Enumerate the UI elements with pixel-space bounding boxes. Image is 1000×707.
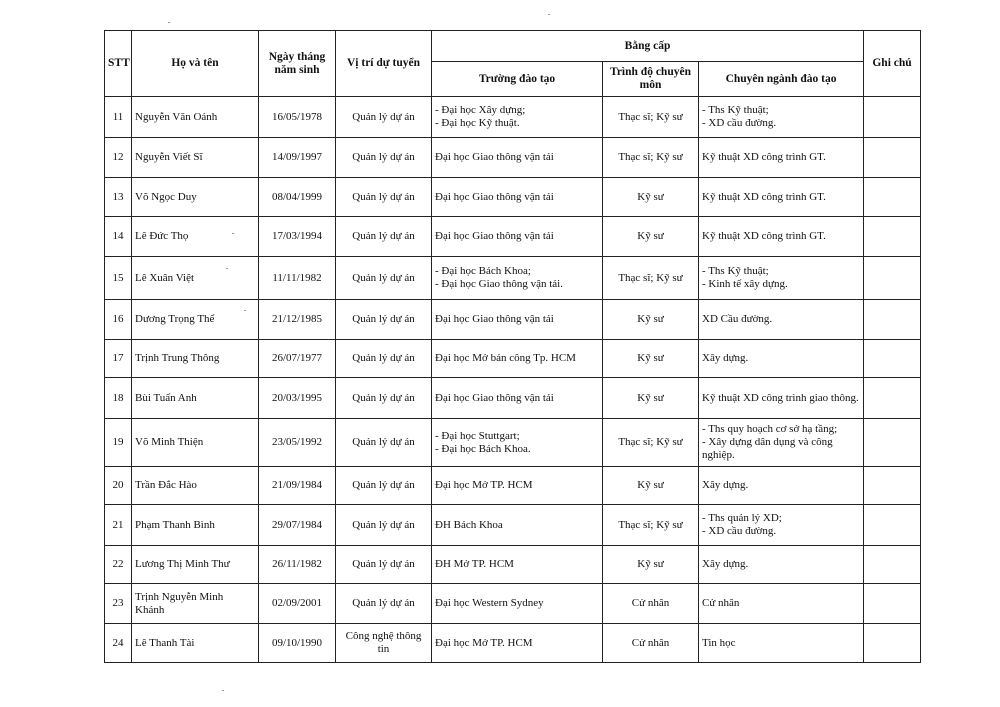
- cell-note: [864, 505, 921, 546]
- cell-level: Thạc sĩ; Kỹ sư: [603, 138, 699, 178]
- cell-dob: 23/05/1992: [259, 419, 336, 467]
- cell-level: Thạc sĩ; Kỹ sư: [603, 505, 699, 546]
- cell-school-line: Đại học Giao thông vận tải: [435, 313, 554, 325]
- table-body: [105, 97, 921, 663]
- cell-dob: 29/07/1984: [259, 505, 336, 546]
- cell-school: [432, 178, 603, 217]
- cell-school-line: ĐH Mở TP. HCM: [435, 558, 514, 570]
- header-level: Trình độ chuyên môn: [603, 62, 699, 97]
- cell-major: [699, 624, 864, 663]
- cell-major-line: - Ths Kỹ thuật;: [702, 104, 769, 116]
- header-stt: STT: [105, 31, 132, 97]
- cell-note: [864, 467, 921, 505]
- cell-note: [864, 178, 921, 217]
- scan-speck: [168, 22, 170, 23]
- cell-school-line: - Đại học Xây dựng;: [435, 104, 526, 116]
- cell-school-line: - Đại học Stuttgart;: [435, 429, 520, 442]
- scan-speck: [232, 233, 234, 234]
- table-row: [105, 217, 921, 257]
- cell-stt: 21: [105, 505, 132, 546]
- cell-school: [432, 257, 603, 300]
- cell-major: [699, 138, 864, 178]
- cell-major: [699, 505, 864, 546]
- cell-name: Trịnh Nguyễn Minh Khánh: [132, 584, 259, 624]
- cell-stt: 20: [105, 467, 132, 505]
- cell-major: [699, 546, 864, 584]
- cell-stt: 13: [105, 178, 132, 217]
- cell-school-line: Đại học Mở TP. HCM: [435, 636, 533, 649]
- cell-major-line: Kỹ thuật XD công trình GT.: [702, 151, 826, 163]
- table-row: [105, 467, 921, 505]
- cell-school-line: - Đại học Bách Khoa;: [435, 265, 531, 277]
- cell-name: Lê Xuân Việt: [132, 257, 259, 300]
- cell-major-line: - Ths quy hoạch cơ sở hạ tầng;: [702, 423, 838, 435]
- cell-stt: 17: [105, 340, 132, 378]
- cell-school-line: - Đại học Giao thông vận tải.: [435, 278, 563, 290]
- cell-name: Dương Trọng Thể: [132, 300, 259, 340]
- cell-major: [699, 257, 864, 300]
- cell-school: [432, 217, 603, 257]
- cell-name: Lương Thị Minh Thư: [132, 546, 259, 584]
- cell-school-line: Đại học Mở TP. HCM: [435, 479, 533, 491]
- cell-major-line: Tin học: [702, 636, 736, 649]
- header-note: Ghi chú: [864, 31, 921, 97]
- cell-major-line: Kỹ thuật XD công trình GT.: [702, 190, 826, 203]
- header-degree-group: Bằng cấp: [432, 31, 864, 62]
- cell-major: [699, 178, 864, 217]
- header-dob: Ngày tháng năm sinh: [259, 31, 336, 97]
- cell-major-line: - Kinh tế xây dựng.: [702, 278, 788, 290]
- cell-school-line: - Đại học Bách Khoa.: [435, 442, 531, 455]
- cell-level: Cử nhân: [603, 624, 699, 663]
- cell-stt: 24: [105, 624, 132, 663]
- header-row-top: [105, 31, 921, 62]
- cell-level: Thạc sĩ; Kỹ sư: [603, 257, 699, 300]
- table-row: [105, 378, 921, 419]
- cell-name: Võ Minh Thiện: [132, 419, 259, 467]
- cell-name: Lê Thanh Tài: [132, 624, 259, 663]
- cell-school: [432, 584, 603, 624]
- cell-position: Quản lý dự án: [336, 584, 432, 624]
- cell-stt: 15: [105, 257, 132, 300]
- cell-stt: 14: [105, 217, 132, 257]
- cell-school-line: Đại học Giao thông vận tải: [435, 391, 554, 404]
- header-major: Chuyên ngành đào tạo: [699, 62, 864, 97]
- cell-school: [432, 505, 603, 546]
- cell-major: [699, 300, 864, 340]
- cell-major: [699, 467, 864, 505]
- cell-name: Nguyễn Văn Oánh: [132, 97, 259, 138]
- cell-note: [864, 257, 921, 300]
- cell-position: Quản lý dự án: [336, 300, 432, 340]
- cell-school-line: ĐH Bách Khoa: [435, 518, 503, 531]
- table-row: [105, 97, 921, 138]
- cell-position: Quản lý dự án: [336, 546, 432, 584]
- cell-major-line: Kỹ thuật XD công trình giao thông.: [702, 391, 859, 404]
- cell-level: Kỹ sư: [603, 378, 699, 419]
- cell-stt: 12: [105, 138, 132, 178]
- cell-major-line: Xây dựng.: [702, 479, 749, 491]
- cell-dob: 11/11/1982: [259, 257, 336, 300]
- cell-note: [864, 584, 921, 624]
- header-school: Trường đào tạo: [432, 62, 603, 97]
- cell-major: [699, 419, 864, 467]
- cell-position: Quản lý dự án: [336, 340, 432, 378]
- cell-stt: 22: [105, 546, 132, 584]
- cell-dob: 16/05/1978: [259, 97, 336, 138]
- table-row: [105, 138, 921, 178]
- cell-major-line: Kỹ thuật XD công trình GT.: [702, 230, 826, 242]
- cell-position: Quản lý dự án: [336, 178, 432, 217]
- cell-school: [432, 300, 603, 340]
- table-row: [105, 340, 921, 378]
- cell-position: Quản lý dự án: [336, 467, 432, 505]
- cell-major-line: - XD cầu đường.: [702, 525, 777, 537]
- cell-name: Nguyễn Viết Sĩ: [132, 138, 259, 178]
- header-position: Vị trí dự tuyển: [336, 31, 432, 97]
- cell-school-line: Đại học Giao thông vận tải: [435, 190, 554, 203]
- cell-position: Quản lý dự án: [336, 505, 432, 546]
- cell-level: Thạc sĩ; Kỹ sư: [603, 419, 699, 467]
- scan-speck: [548, 14, 550, 15]
- cell-major-line: - Ths quản lý XD;: [702, 512, 782, 524]
- cell-note: [864, 624, 921, 663]
- cell-level: Kỹ sư: [603, 467, 699, 505]
- cell-level: Kỹ sư: [603, 300, 699, 340]
- cell-position: Quản lý dự án: [336, 217, 432, 257]
- table-row: [105, 257, 921, 300]
- scan-speck: [222, 690, 224, 691]
- table-row: [105, 584, 921, 624]
- cell-dob: 26/07/1977: [259, 340, 336, 378]
- cell-note: [864, 419, 921, 467]
- cell-note: [864, 300, 921, 340]
- cell-stt: 11: [105, 97, 132, 138]
- table-row: [105, 624, 921, 663]
- cell-major: [699, 217, 864, 257]
- header-name: Họ và tên: [132, 31, 259, 97]
- cell-school: [432, 419, 603, 467]
- cell-note: [864, 217, 921, 257]
- cell-stt: 18: [105, 378, 132, 419]
- cell-school: [432, 138, 603, 178]
- candidate-table: [104, 30, 921, 663]
- table-row: [105, 178, 921, 217]
- cell-major-line: Xây dựng.: [702, 558, 749, 570]
- cell-level: Kỹ sư: [603, 217, 699, 257]
- cell-stt: 23: [105, 584, 132, 624]
- cell-name: Trần Đắc Hào: [132, 467, 259, 505]
- cell-school: [432, 624, 603, 663]
- cell-major-line: - Xây dựng dân dụng và công nghiệp.: [702, 436, 833, 461]
- scan-speck: [226, 268, 228, 269]
- cell-school-line: Đại học Giao thông vận tải: [435, 151, 554, 163]
- cell-major: [699, 340, 864, 378]
- cell-school: [432, 340, 603, 378]
- cell-stt: 19: [105, 419, 132, 467]
- cell-position: Quản lý dự án: [336, 257, 432, 300]
- cell-note: [864, 546, 921, 584]
- cell-school: [432, 97, 603, 138]
- cell-position: Công nghệ thông tin: [336, 624, 432, 663]
- table-row: [105, 546, 921, 584]
- cell-note: [864, 378, 921, 419]
- cell-school-line: - Đại học Kỹ thuật.: [435, 117, 520, 129]
- table-row: [105, 505, 921, 546]
- cell-level: Thạc sĩ; Kỹ sư: [603, 97, 699, 138]
- cell-name: Trịnh Trung Thông: [132, 340, 259, 378]
- cell-dob: 21/12/1985: [259, 300, 336, 340]
- cell-dob: 17/03/1994: [259, 217, 336, 257]
- cell-school: [432, 467, 603, 505]
- cell-name: Bùi Tuấn Anh: [132, 378, 259, 419]
- cell-note: [864, 97, 921, 138]
- cell-stt: 16: [105, 300, 132, 340]
- cell-level: Kỹ sư: [603, 340, 699, 378]
- cell-major-line: - XD cầu đường.: [702, 117, 777, 129]
- cell-major: [699, 584, 864, 624]
- cell-dob: 14/09/1997: [259, 138, 336, 178]
- cell-dob: 21/09/1984: [259, 467, 336, 505]
- cell-dob: 08/04/1999: [259, 178, 336, 217]
- cell-level: Kỹ sư: [603, 178, 699, 217]
- cell-school: [432, 378, 603, 419]
- cell-name: Võ Ngọc Duy: [132, 178, 259, 217]
- cell-school-line: Đại học Western Sydney: [435, 597, 544, 609]
- cell-position: Quản lý dự án: [336, 378, 432, 419]
- cell-position: Quản lý dự án: [336, 97, 432, 138]
- table-row: [105, 419, 921, 467]
- cell-dob: 20/03/1995: [259, 378, 336, 419]
- cell-major-line: Xây dựng.: [702, 352, 749, 364]
- cell-name: Phạm Thanh Bình: [132, 505, 259, 546]
- cell-level: Kỹ sư: [603, 546, 699, 584]
- cell-major: [699, 378, 864, 419]
- cell-major: [699, 97, 864, 138]
- cell-position: Quản lý dự án: [336, 138, 432, 178]
- cell-note: [864, 138, 921, 178]
- cell-major-line: XD Cầu đường.: [702, 313, 773, 325]
- cell-dob: 09/10/1990: [259, 624, 336, 663]
- cell-school-line: Đại học Giao thông vận tải: [435, 230, 554, 242]
- table-row: [105, 300, 921, 340]
- cell-name: Lê Đức Thọ: [132, 217, 259, 257]
- cell-dob: 02/09/2001: [259, 584, 336, 624]
- cell-major-line: - Ths Kỹ thuật;: [702, 265, 769, 277]
- cell-school-line: Đại học Mở bán công Tp. HCM: [435, 352, 576, 364]
- cell-school: [432, 546, 603, 584]
- cell-level: Cử nhân: [603, 584, 699, 624]
- scan-speck: [244, 310, 246, 311]
- cell-dob: 26/11/1982: [259, 546, 336, 584]
- cell-note: [864, 340, 921, 378]
- cell-position: Quản lý dự án: [336, 419, 432, 467]
- cell-major-line: Cử nhân: [702, 597, 740, 609]
